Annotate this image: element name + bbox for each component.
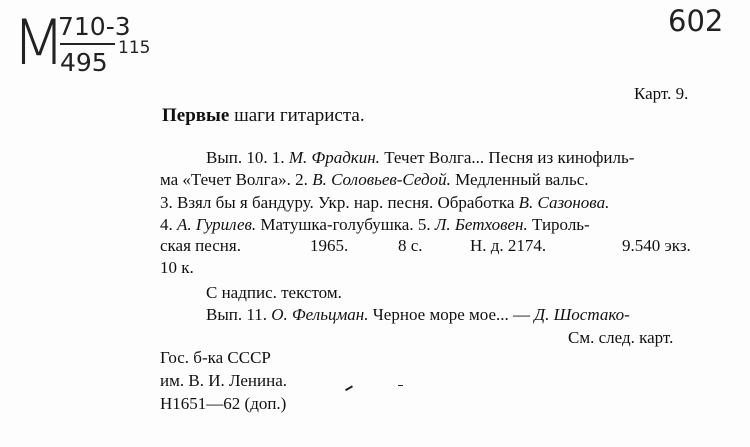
body-line-5a: ская песня. <box>160 236 241 255</box>
body-line-3: 3. Взял бы я бандуру. Укр. нар. песня. Обработка В. Сазонова. <box>160 193 610 212</box>
library-line-2: им. В. И. Ленина. <box>160 371 288 390</box>
body-line-6: 10 к. <box>160 258 194 277</box>
pencil-mark <box>345 385 355 394</box>
body-line-5e: 9.540 экз. <box>622 236 691 255</box>
body-line-2: ма «Течет Волга». 2. В. Соловьев-Седой. Медленный вальс. <box>160 170 589 189</box>
body-line-7: С надпис. текстом. <box>206 283 342 302</box>
body-line-5c: 8 с. <box>398 236 423 255</box>
handwritten-number: 602 <box>668 4 724 38</box>
library-line-1: Гос. б-ка СССР <box>160 348 271 367</box>
card-number: Карт. 9. <box>634 84 689 103</box>
library-line-3: Н1651—62 (доп.) <box>160 394 287 413</box>
card-title <box>162 104 365 128</box>
handwritten-sup: 115 <box>118 38 151 58</box>
body-line-9: См. след. карт. <box>568 328 674 347</box>
handwritten-bottom: 495 <box>60 48 108 77</box>
body-line-5d: Н. д. 2174. <box>470 236 547 255</box>
title-bold: Первые <box>162 105 230 126</box>
pencil-dash <box>398 385 403 386</box>
body-line-8: Вып. 11. О. Фельцман. Черное море мое... — Д. Шостако- <box>206 305 630 324</box>
handwritten-m: М <box>12 6 66 79</box>
body-line-1: Вып. 10. 1. М. Фрадкин. Течет Волга... Песня из кинофиль- <box>206 148 635 167</box>
handwritten-rule <box>60 43 115 45</box>
handwritten-top: 710-3 <box>58 12 131 41</box>
body-line-5b: 1965. <box>310 236 349 255</box>
body-line-4: 4. А. Гурилев. Матушка-голубушка. 5. Л. Бетховен. Тироль- <box>160 215 590 234</box>
title-rest: шаги гитариста. <box>234 105 365 126</box>
